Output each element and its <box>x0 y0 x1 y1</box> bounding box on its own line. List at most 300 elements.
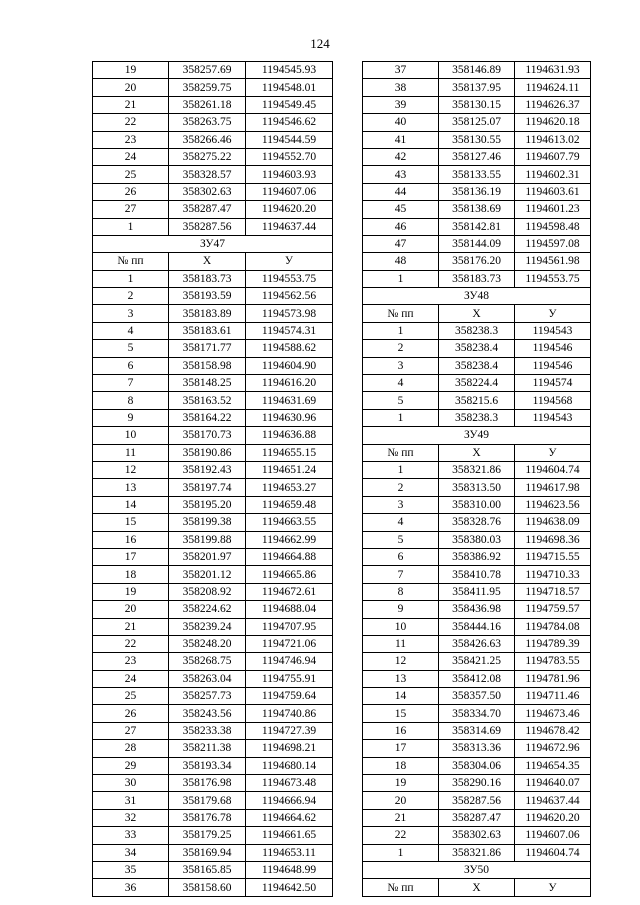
point-number-cell: 2 <box>363 340 439 357</box>
section-row <box>363 427 591 444</box>
column-header: У <box>515 305 591 322</box>
point-number-cell: 20 <box>363 792 439 809</box>
column-header: Х <box>439 879 515 896</box>
table-row <box>363 601 591 618</box>
y-coordinate-cell: 1194598.48 <box>515 218 591 235</box>
point-number-cell: 26 <box>93 183 169 200</box>
point-number-cell: 8 <box>363 583 439 600</box>
point-number-cell: 2 <box>363 479 439 496</box>
x-coordinate-cell: 358287.56 <box>439 792 515 809</box>
point-number-cell: 38 <box>363 79 439 96</box>
point-number-cell: 42 <box>363 148 439 165</box>
table-row <box>363 670 591 687</box>
table-row <box>93 566 333 583</box>
point-number-cell: 43 <box>363 166 439 183</box>
section-row <box>363 861 591 878</box>
column-header: № пп <box>93 253 169 270</box>
point-number-cell: 9 <box>93 409 169 426</box>
point-number-cell: 2 <box>93 288 169 305</box>
y-coordinate-cell: 1194781.96 <box>515 670 591 687</box>
x-coordinate-cell: 358170.73 <box>169 427 246 444</box>
y-coordinate-cell: 1194626.37 <box>515 96 591 113</box>
x-coordinate-cell: 358142.81 <box>439 218 515 235</box>
table-row <box>93 114 333 131</box>
table-row <box>93 548 333 565</box>
point-number-cell: 18 <box>363 757 439 774</box>
y-coordinate-cell: 1194574 <box>515 375 591 392</box>
x-coordinate-cell: 358257.69 <box>169 62 246 79</box>
table-row <box>93 444 333 461</box>
point-number-cell: 1 <box>363 409 439 426</box>
point-number-cell: 27 <box>93 201 169 218</box>
table-row <box>93 201 333 218</box>
table-row <box>363 809 591 826</box>
y-coordinate-cell: 1194543 <box>515 409 591 426</box>
table-row <box>363 409 591 426</box>
section-row <box>363 288 591 305</box>
point-number-cell: 7 <box>93 375 169 392</box>
y-coordinate-cell: 1194659.48 <box>246 496 333 513</box>
x-coordinate-cell: 358199.38 <box>169 514 246 531</box>
point-number-cell: 16 <box>93 531 169 548</box>
table-row <box>93 479 333 496</box>
y-coordinate-cell: 1194721.06 <box>246 635 333 652</box>
y-coordinate-cell: 1194759.64 <box>246 688 333 705</box>
y-coordinate-cell: 1194561.98 <box>515 253 591 270</box>
y-coordinate-cell: 1194630.96 <box>246 409 333 426</box>
point-number-cell: 13 <box>93 479 169 496</box>
point-number-cell: 1 <box>363 461 439 478</box>
point-number-cell: 21 <box>93 618 169 635</box>
x-coordinate-cell: 358275.22 <box>169 148 246 165</box>
table-row <box>93 514 333 531</box>
table-row <box>363 531 591 548</box>
y-coordinate-cell: 1194698.36 <box>515 531 591 548</box>
x-coordinate-cell: 358215.6 <box>439 392 515 409</box>
table-header-row <box>93 253 333 270</box>
y-coordinate-cell: 1194789.39 <box>515 635 591 652</box>
point-number-cell: 22 <box>363 827 439 844</box>
x-coordinate-cell: 358233.38 <box>169 722 246 739</box>
table-row <box>93 166 333 183</box>
y-coordinate-cell: 1194654.35 <box>515 757 591 774</box>
table-row <box>93 62 333 79</box>
point-number-cell: 4 <box>93 322 169 339</box>
table-row <box>93 653 333 670</box>
x-coordinate-cell: 358136.19 <box>439 183 515 200</box>
x-coordinate-cell: 358257.73 <box>169 688 246 705</box>
x-coordinate-cell: 358127.46 <box>439 148 515 165</box>
x-coordinate-cell: 358238.4 <box>439 340 515 357</box>
table-row <box>363 618 591 635</box>
x-coordinate-cell: 358266.46 <box>169 131 246 148</box>
column-header: У <box>515 879 591 896</box>
y-coordinate-cell: 1194543 <box>515 322 591 339</box>
table-row <box>363 201 591 218</box>
section-title: ЗУ50 <box>363 861 591 878</box>
y-coordinate-cell: 1194607.06 <box>515 827 591 844</box>
point-number-cell: 5 <box>363 531 439 548</box>
point-number-cell: 26 <box>93 705 169 722</box>
x-coordinate-cell: 358268.75 <box>169 653 246 670</box>
y-coordinate-cell: 1194604.90 <box>246 357 333 374</box>
x-coordinate-cell: 358193.34 <box>169 757 246 774</box>
y-coordinate-cell: 1194672.61 <box>246 583 333 600</box>
point-number-cell: 5 <box>93 340 169 357</box>
point-number-cell: 1 <box>93 270 169 287</box>
y-coordinate-cell: 1194727.39 <box>246 722 333 739</box>
x-coordinate-cell: 358201.97 <box>169 548 246 565</box>
point-number-cell: 9 <box>363 601 439 618</box>
y-coordinate-cell: 1194784.08 <box>515 618 591 635</box>
column-header: У <box>515 444 591 461</box>
point-number-cell: 35 <box>93 861 169 878</box>
point-number-cell: 37 <box>363 62 439 79</box>
y-coordinate-cell: 1194574.31 <box>246 322 333 339</box>
point-number-cell: 14 <box>93 496 169 513</box>
point-number-cell: 27 <box>93 722 169 739</box>
y-coordinate-cell: 1194673.48 <box>246 775 333 792</box>
x-coordinate-cell: 358314.69 <box>439 722 515 739</box>
x-coordinate-cell: 358287.47 <box>439 809 515 826</box>
section-title: ЗУ47 <box>93 235 333 252</box>
table-row <box>93 670 333 687</box>
y-coordinate-cell: 1194665.86 <box>246 566 333 583</box>
y-coordinate-cell: 1194663.55 <box>246 514 333 531</box>
table-row <box>363 375 591 392</box>
table-row <box>93 583 333 600</box>
y-coordinate-cell: 1194603.93 <box>246 166 333 183</box>
x-coordinate-cell: 358290.16 <box>439 775 515 792</box>
x-coordinate-cell: 358201.12 <box>169 566 246 583</box>
x-coordinate-cell: 358261.18 <box>169 96 246 113</box>
y-coordinate-cell: 1194648.99 <box>246 861 333 878</box>
point-number-cell: 16 <box>363 722 439 739</box>
x-coordinate-cell: 358302.63 <box>169 183 246 200</box>
table-row <box>93 775 333 792</box>
table-row <box>93 861 333 878</box>
table-row <box>93 218 333 235</box>
table-row <box>363 148 591 165</box>
y-coordinate-cell: 1194707.95 <box>246 618 333 635</box>
x-coordinate-cell: 358179.68 <box>169 792 246 809</box>
table-row <box>363 566 591 583</box>
table-row <box>93 601 333 618</box>
x-coordinate-cell: 358321.86 <box>439 844 515 861</box>
y-coordinate-cell: 1194718.57 <box>515 583 591 600</box>
table-row <box>363 96 591 113</box>
y-coordinate-cell: 1194688.04 <box>246 601 333 618</box>
x-coordinate-cell: 358224.62 <box>169 601 246 618</box>
point-number-cell: 36 <box>93 879 169 896</box>
column-header: Х <box>439 444 515 461</box>
y-coordinate-cell: 1194602.31 <box>515 166 591 183</box>
point-number-cell: 44 <box>363 183 439 200</box>
table-row <box>93 305 333 322</box>
x-coordinate-cell: 358386.92 <box>439 548 515 565</box>
x-coordinate-cell: 358176.98 <box>169 775 246 792</box>
y-coordinate-cell: 1194636.88 <box>246 427 333 444</box>
coordinates-table-right <box>362 61 591 897</box>
y-coordinate-cell: 1194642.50 <box>246 879 333 896</box>
y-coordinate-cell: 1194601.23 <box>515 201 591 218</box>
table-row <box>93 688 333 705</box>
point-number-cell: 47 <box>363 235 439 252</box>
y-coordinate-cell: 1194631.69 <box>246 392 333 409</box>
point-number-cell: 14 <box>363 688 439 705</box>
table-row <box>93 844 333 861</box>
x-coordinate-cell: 358334.70 <box>439 705 515 722</box>
x-coordinate-cell: 358239.24 <box>169 618 246 635</box>
table-row <box>93 496 333 513</box>
point-number-cell: 1 <box>363 270 439 287</box>
x-coordinate-cell: 358179.25 <box>169 827 246 844</box>
y-coordinate-cell: 1194651.24 <box>246 461 333 478</box>
point-number-cell: 20 <box>93 79 169 96</box>
x-coordinate-cell: 358263.04 <box>169 670 246 687</box>
y-coordinate-cell: 1194672.96 <box>515 740 591 757</box>
point-number-cell: 25 <box>93 166 169 183</box>
table-row <box>93 375 333 392</box>
x-coordinate-cell: 358169.94 <box>169 844 246 861</box>
point-number-cell: 22 <box>93 114 169 131</box>
table-row <box>363 792 591 809</box>
x-coordinate-cell: 358208.92 <box>169 583 246 600</box>
table-row <box>93 131 333 148</box>
point-number-cell: 15 <box>93 514 169 531</box>
point-number-cell: 19 <box>93 62 169 79</box>
x-coordinate-cell: 358176.78 <box>169 809 246 826</box>
table-row <box>93 183 333 200</box>
x-coordinate-cell: 358304.06 <box>439 757 515 774</box>
table-row <box>93 757 333 774</box>
table-row <box>93 740 333 757</box>
point-number-cell: 48 <box>363 253 439 270</box>
table-row <box>363 340 591 357</box>
y-coordinate-cell: 1194548.01 <box>246 79 333 96</box>
point-number-cell: 11 <box>363 635 439 652</box>
table-row <box>363 183 591 200</box>
x-coordinate-cell: 358328.76 <box>439 514 515 531</box>
point-number-cell: 19 <box>93 583 169 600</box>
table-row <box>363 827 591 844</box>
x-coordinate-cell: 358287.56 <box>169 218 246 235</box>
table-header-row <box>363 444 591 461</box>
y-coordinate-cell: 1194711.46 <box>515 688 591 705</box>
table-header-row <box>363 305 591 322</box>
y-coordinate-cell: 1194664.62 <box>246 809 333 826</box>
table-row <box>363 235 591 252</box>
x-coordinate-cell: 358192.43 <box>169 461 246 478</box>
table-row <box>93 618 333 635</box>
point-number-cell: 15 <box>363 705 439 722</box>
x-coordinate-cell: 358138.69 <box>439 201 515 218</box>
y-coordinate-cell: 1194620.18 <box>515 114 591 131</box>
point-number-cell: 3 <box>93 305 169 322</box>
y-coordinate-cell: 1194715.55 <box>515 548 591 565</box>
x-coordinate-cell: 358238.3 <box>439 409 515 426</box>
x-coordinate-cell: 358158.60 <box>169 879 246 896</box>
y-coordinate-cell: 1194746.94 <box>246 653 333 670</box>
table-row <box>363 114 591 131</box>
point-number-cell: 30 <box>93 775 169 792</box>
y-coordinate-cell: 1194620.20 <box>515 809 591 826</box>
x-coordinate-cell: 358287.47 <box>169 201 246 218</box>
point-number-cell: 3 <box>363 496 439 513</box>
table-row <box>363 392 591 409</box>
x-coordinate-cell: 358130.15 <box>439 96 515 113</box>
column-header: Х <box>439 305 515 322</box>
point-number-cell: 3 <box>363 357 439 374</box>
y-coordinate-cell: 1194553.75 <box>246 270 333 287</box>
x-coordinate-cell: 358313.36 <box>439 740 515 757</box>
y-coordinate-cell: 1194549.45 <box>246 96 333 113</box>
point-number-cell: 31 <box>93 792 169 809</box>
table-row <box>93 722 333 739</box>
column-header: № пп <box>363 444 439 461</box>
y-coordinate-cell: 1194673.46 <box>515 705 591 722</box>
table-row <box>93 96 333 113</box>
point-number-cell: 4 <box>363 375 439 392</box>
x-coordinate-cell: 358144.09 <box>439 235 515 252</box>
point-number-cell: 11 <box>93 444 169 461</box>
point-number-cell: 41 <box>363 131 439 148</box>
table-row <box>93 357 333 374</box>
x-coordinate-cell: 358238.3 <box>439 322 515 339</box>
table-row <box>363 775 591 792</box>
table-row <box>363 722 591 739</box>
y-coordinate-cell: 1194553.75 <box>515 270 591 287</box>
x-coordinate-cell: 358259.75 <box>169 79 246 96</box>
table-row <box>93 427 333 444</box>
point-number-cell: 24 <box>93 148 169 165</box>
y-coordinate-cell: 1194653.27 <box>246 479 333 496</box>
y-coordinate-cell: 1194617.98 <box>515 479 591 496</box>
point-number-cell: 10 <box>363 618 439 635</box>
y-coordinate-cell: 1194755.91 <box>246 670 333 687</box>
x-coordinate-cell: 358328.57 <box>169 166 246 183</box>
y-coordinate-cell: 1194620.20 <box>246 201 333 218</box>
y-coordinate-cell: 1194546 <box>515 357 591 374</box>
table-row <box>93 879 333 896</box>
x-coordinate-cell: 358248.20 <box>169 635 246 652</box>
y-coordinate-cell: 1194638.09 <box>515 514 591 531</box>
y-coordinate-cell: 1194568 <box>515 392 591 409</box>
y-coordinate-cell: 1194783.55 <box>515 653 591 670</box>
point-number-cell: 19 <box>363 775 439 792</box>
section-row <box>93 235 333 252</box>
y-coordinate-cell: 1194624.11 <box>515 79 591 96</box>
y-coordinate-cell: 1194623.56 <box>515 496 591 513</box>
point-number-cell: 6 <box>93 357 169 374</box>
table-row <box>93 409 333 426</box>
x-coordinate-cell: 358444.16 <box>439 618 515 635</box>
point-number-cell: 18 <box>93 566 169 583</box>
y-coordinate-cell: 1194545.93 <box>246 62 333 79</box>
x-coordinate-cell: 358426.63 <box>439 635 515 652</box>
y-coordinate-cell: 1194637.44 <box>515 792 591 809</box>
x-coordinate-cell: 358125.07 <box>439 114 515 131</box>
point-number-cell: 17 <box>93 548 169 565</box>
table-row <box>363 270 591 287</box>
column-header: № пп <box>363 305 439 322</box>
table-row <box>363 357 591 374</box>
y-coordinate-cell: 1194552.70 <box>246 148 333 165</box>
table-body <box>363 62 591 897</box>
table-row <box>363 688 591 705</box>
y-coordinate-cell: 1194544.59 <box>246 131 333 148</box>
table-row <box>93 461 333 478</box>
y-coordinate-cell: 1194655.15 <box>246 444 333 461</box>
y-coordinate-cell: 1194604.74 <box>515 844 591 861</box>
y-coordinate-cell: 1194603.61 <box>515 183 591 200</box>
table-row <box>363 62 591 79</box>
y-coordinate-cell: 1194664.88 <box>246 548 333 565</box>
y-coordinate-cell: 1194740.86 <box>246 705 333 722</box>
x-coordinate-cell: 358238.4 <box>439 357 515 374</box>
point-number-cell: 8 <box>93 392 169 409</box>
x-coordinate-cell: 358193.59 <box>169 288 246 305</box>
y-coordinate-cell: 1194680.14 <box>246 757 333 774</box>
table-row <box>93 705 333 722</box>
x-coordinate-cell: 358146.89 <box>439 62 515 79</box>
x-coordinate-cell: 358321.86 <box>439 461 515 478</box>
x-coordinate-cell: 358183.61 <box>169 322 246 339</box>
point-number-cell: 1 <box>363 322 439 339</box>
y-coordinate-cell: 1194637.44 <box>246 218 333 235</box>
y-coordinate-cell: 1194678.42 <box>515 722 591 739</box>
point-number-cell: 32 <box>93 809 169 826</box>
table-row <box>363 218 591 235</box>
x-coordinate-cell: 358163.52 <box>169 392 246 409</box>
column-header: У <box>246 253 333 270</box>
point-number-cell: 40 <box>363 114 439 131</box>
x-coordinate-cell: 358310.00 <box>439 496 515 513</box>
point-number-cell: 12 <box>363 653 439 670</box>
point-number-cell: 28 <box>93 740 169 757</box>
y-coordinate-cell: 1194640.07 <box>515 775 591 792</box>
table-row <box>363 514 591 531</box>
x-coordinate-cell: 358158.98 <box>169 357 246 374</box>
table-row <box>93 340 333 357</box>
table-header-row <box>363 879 591 896</box>
x-coordinate-cell: 358199.88 <box>169 531 246 548</box>
table-row <box>363 653 591 670</box>
point-number-cell: 45 <box>363 201 439 218</box>
table-row <box>363 79 591 96</box>
x-coordinate-cell: 358224.4 <box>439 375 515 392</box>
point-number-cell: 1 <box>93 218 169 235</box>
x-coordinate-cell: 358313.50 <box>439 479 515 496</box>
point-number-cell: 34 <box>93 844 169 861</box>
x-coordinate-cell: 358421.25 <box>439 653 515 670</box>
x-coordinate-cell: 358410.78 <box>439 566 515 583</box>
x-coordinate-cell: 358380.03 <box>439 531 515 548</box>
x-coordinate-cell: 358263.75 <box>169 114 246 131</box>
section-title: ЗУ49 <box>363 427 591 444</box>
y-coordinate-cell: 1194604.74 <box>515 461 591 478</box>
point-number-cell: 17 <box>363 740 439 757</box>
table-row <box>363 166 591 183</box>
x-coordinate-cell: 358211.38 <box>169 740 246 757</box>
table-row <box>363 635 591 652</box>
table-row <box>363 548 591 565</box>
y-coordinate-cell: 1194607.06 <box>246 183 333 200</box>
y-coordinate-cell: 1194597.08 <box>515 235 591 252</box>
coordinates-table-left <box>92 61 333 897</box>
x-coordinate-cell: 358436.98 <box>439 601 515 618</box>
point-number-cell: 4 <box>363 514 439 531</box>
